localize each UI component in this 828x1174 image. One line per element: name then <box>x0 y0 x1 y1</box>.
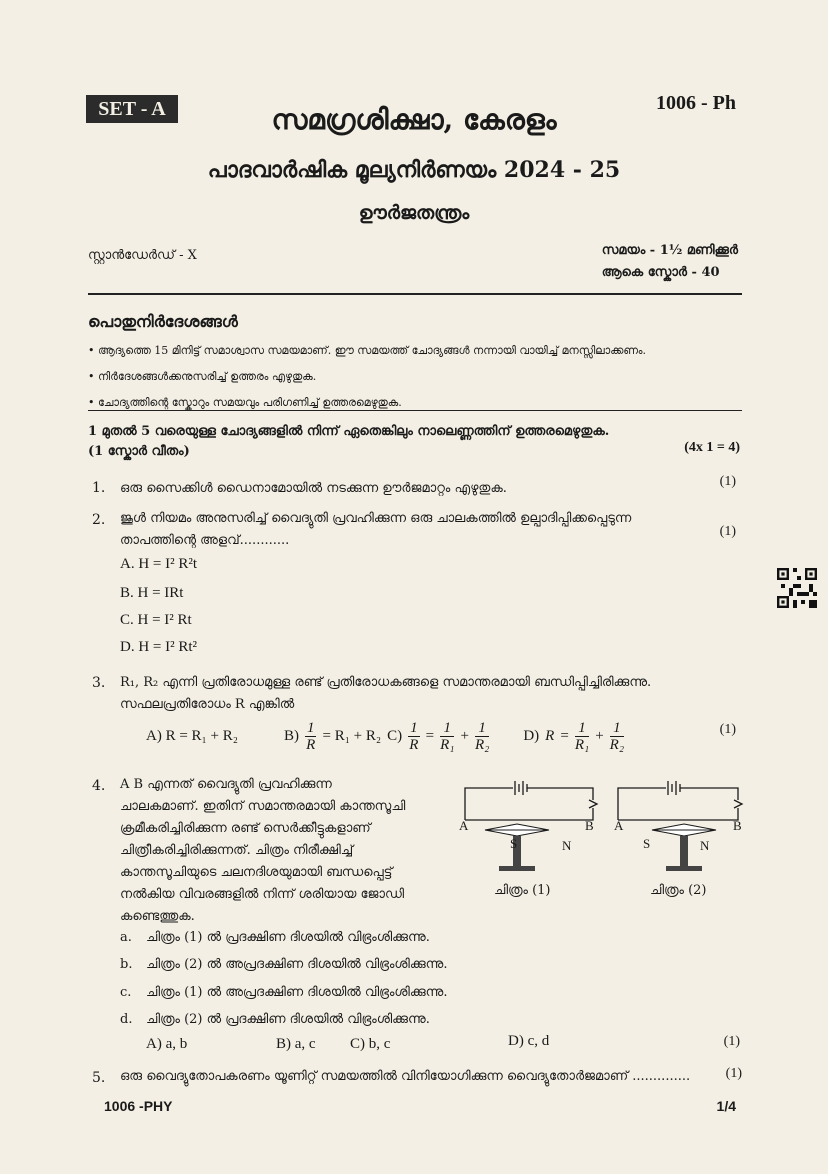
q2-number: 2. <box>92 512 106 528</box>
fig2-label-A: A <box>614 818 624 833</box>
q4-text-line: നൽകിയ വിവരങ്ങളിൽ നിന്ന് ശരിയായ ജോഡി <box>120 887 405 902</box>
q5-number: 5. <box>92 1070 106 1086</box>
section-score: (4x 1 = 4) <box>684 440 740 455</box>
q4-stmt-c-key: c. <box>120 985 132 1000</box>
time-label: സമയം - 1½ മണിക്കൂർ <box>601 243 738 258</box>
q5-mark: (1) <box>725 1066 742 1081</box>
fig2-label-B: B <box>733 818 742 833</box>
section-instruction <box>88 422 748 462</box>
q2-option-b: B. H = IRt <box>120 585 184 601</box>
fig1-caption: ചിത്രം (1) <box>494 883 551 898</box>
q4-answer-a: A) a, b <box>146 1036 188 1052</box>
q3-option-c-t1: $\frac{1}{\text{R₁}}$ <box>440 720 455 753</box>
section-instruction-text: 1 മുതൽ 5 വരെയുള്ള ചോദ്യങ്ങളിൽ നിന്ന് ഏതെങ്കിലും നാലെണ്ണത്തിന് ഉത്തരമെഴുതുക. <box>88 424 610 439</box>
q4-answer-b: B) a, c <box>276 1036 316 1052</box>
general-instructions-list <box>88 338 748 416</box>
instruction-item: • ആദ്യത്തെ 15 മിനിട്ട് സമാശ്വാസ സമയമാണ്. ഈ സമയത്ത് ചോദ്യങ്ങൾ നന്നായി വായിച്ച് മനസ്സിലാക്കണം. <box>88 338 748 364</box>
q4-text-line: A B എന്നത് വൈദ്യുതി പ്രവഹിക്കുന്ന <box>120 777 332 792</box>
instruction-item: • നിർദേശങ്ങൾക്കനുസരിച്ച് ഉത്തരം എഴുതുക. <box>88 364 748 390</box>
instructions-rule <box>88 410 742 411</box>
q3-option-d-t1: $\frac{1}{\text{R₁}}$ <box>574 720 590 753</box>
org-title: സമഗ്രശിക്ഷാ, കേരളം <box>271 103 557 136</box>
q3-option-d-eq: = <box>560 728 569 744</box>
q3-options <box>146 720 624 753</box>
q5-text: ഒരു വൈദ്യുതോപകരണം യൂണിറ്റ് സമയത്തിൽ വിനിയോഗിക്കുന്ന വൈദ്യുതോർജമാണ് .............. <box>120 1069 691 1084</box>
q3-text-line1: R₁, R₂ എന്നി പ്രതിരോധമുള്ള രണ്ട് പ്രതിരോധകങ്ങളെ സമാന്തരമായി ബന്ധിപ്പിച്ചിരിക്കുന്നു. <box>120 675 652 690</box>
q4-number: 4. <box>92 778 106 794</box>
q4-text-line: കാന്തസൂചിയുടെ ചലനദിശയുമായി ബന്ധപ്പെട്ട് <box>120 865 393 880</box>
q3-option-d-t2: $\frac{1}{\text{R₂}}$ <box>609 720 625 753</box>
qr-code-icon <box>777 568 817 608</box>
q2-text-line2: താപത്തിന്റെ അളവ്............ <box>120 533 290 548</box>
q4-answer-d: D) c, d <box>508 1033 550 1049</box>
footer-paper-code: 1006 -PHY <box>104 1098 173 1114</box>
q3-option-b-label: B) <box>283 728 299 744</box>
q4-text-line: കണ്ടെത്തുക. <box>120 909 195 924</box>
q3-option-a: A) R = R₁ + R₂ <box>146 728 238 744</box>
q4-text <box>120 774 450 928</box>
q4-text-line: ചിത്രീകരിച്ചിരിക്കുന്നത്. ചിത്രം നിരീക്ഷിച്ച് <box>120 843 354 858</box>
q4-stmt-b: ചിത്രം (2) ൽ അപ്രദക്ഷിണ ദിശയിൽ വിഭ്രംശിക്കുന്നു. <box>146 957 448 972</box>
exam-title: പാദവാർഷിക മൂല്യനിർണയം 2024 - 25 <box>207 157 621 183</box>
q3-option-c-label: C) <box>387 728 403 744</box>
q2-text-line1: ജൂൾ നിയമം അനുസരിച്ച് വൈദ്യുതി പ്രവഹിക്കുന്ന ഒരു ചാലകത്തിൽ ഉല്പാദിപ്പിക്കപ്പെടുന്ന <box>120 511 632 526</box>
header-rule <box>88 293 742 295</box>
q2-option-d: D. H = I² Rt² <box>120 639 198 655</box>
subject-title: ഊർജതന്ത്രം <box>358 202 470 224</box>
q2-mark: (1) <box>719 524 736 539</box>
footer-page-number: 1/4 <box>716 1098 736 1114</box>
q3-mark: (1) <box>719 722 736 737</box>
q4-stmt-c: ചിത്രം (1) ൽ അപ്രദക്ഷിണ ദിശയിൽ വിഭ്രംശിക്കുന്നു. <box>146 985 448 1000</box>
q3-text-line2: സഫലപ്രതിരോധം R എങ്കിൽ <box>120 697 295 712</box>
q4-stmt-b-key: b. <box>120 957 133 972</box>
q4-text-line: ചാലകമാണ്. ഇതിന് സമാന്തരമായി കാന്തസൂചി <box>120 799 406 814</box>
q1-number: 1. <box>92 480 106 496</box>
section-per-score: (1 സ്കോർ വീതം) <box>88 444 190 459</box>
fig1-label-S: S <box>510 836 518 851</box>
fig1-label-N: N <box>562 838 572 853</box>
q4-mark: (1) <box>723 1034 740 1049</box>
time-score-block <box>602 240 738 284</box>
q3-option-c-t2: $\frac{1}{\text{R₂}}$ <box>474 720 490 753</box>
q3-option-d-label: D) <box>523 728 540 744</box>
q2-option-a: A. H = I² R²t <box>120 556 198 572</box>
instruction-item: • ചോദ്യത്തിന്റെ സ്കോറും സമയവും പരിഗണിച്ച് ഉത്തരമെഴുതുക. <box>88 390 748 416</box>
q3-option-d-R: R <box>545 728 555 744</box>
set-badge: SET - A <box>86 95 178 123</box>
q3-number: 3. <box>92 675 106 691</box>
q3-plus-sign: + <box>460 728 469 744</box>
general-instructions-title: പൊതുനിർദേശങ്ങൾ <box>88 312 238 331</box>
total-score-label: ആകെ സ്കോർ - 40 <box>601 265 720 280</box>
q4-stmt-a-key: a. <box>120 930 132 945</box>
q3-option-b-rhs: = R₁ + R₂ <box>322 728 382 744</box>
q3-option-c-lhs: $\frac{1}{R}$ <box>409 720 419 753</box>
q1-text: ഒരു സൈക്കിൾ ഡൈനാമോയിൽ നടക്കുന്ന ഊർജമാറ്റം എഴുതുക. <box>120 481 507 496</box>
paper-code: 1006 - Ph <box>656 92 736 114</box>
q3-eq-sign: = <box>425 728 435 744</box>
q1-mark: (1) <box>719 474 736 489</box>
q4-answer-c: C) b, c <box>350 1036 391 1052</box>
q3-option-b-fraction: $\frac{1}{R}$ <box>306 720 316 753</box>
q4-text-line: ക്രമീകരിച്ചിരിക്കുന്ന രണ്ട് സെർക്കീട്ടുകളാണ് <box>120 821 371 836</box>
q3-option-d-plus: + <box>595 728 604 744</box>
fig1-label-A: A <box>459 818 469 833</box>
fig2-label-S: S <box>643 836 651 851</box>
fig1-label-B: B <box>585 818 594 833</box>
q4-stmt-d: ചിത്രം (2) ൽ പ്രദക്ഷിണ ദിശയിൽ വിഭ്രംശിക്കുന്നു. <box>146 1012 430 1027</box>
standard-label: സ്റ്റാൻഡേർഡ് - X <box>88 248 197 263</box>
fig2-caption: ചിത്രം (2) <box>650 883 707 898</box>
q4-stmt-a: ചിത്രം (1) ൽ പ്രദക്ഷിണ ദിശയിൽ വിഭ്രംശിക്കുന്നു. <box>146 930 430 945</box>
q2-option-c: C. H = I² Rt <box>120 612 192 628</box>
fig2-label-N: N <box>700 838 710 853</box>
q4-stmt-d-key: d. <box>120 1012 133 1027</box>
